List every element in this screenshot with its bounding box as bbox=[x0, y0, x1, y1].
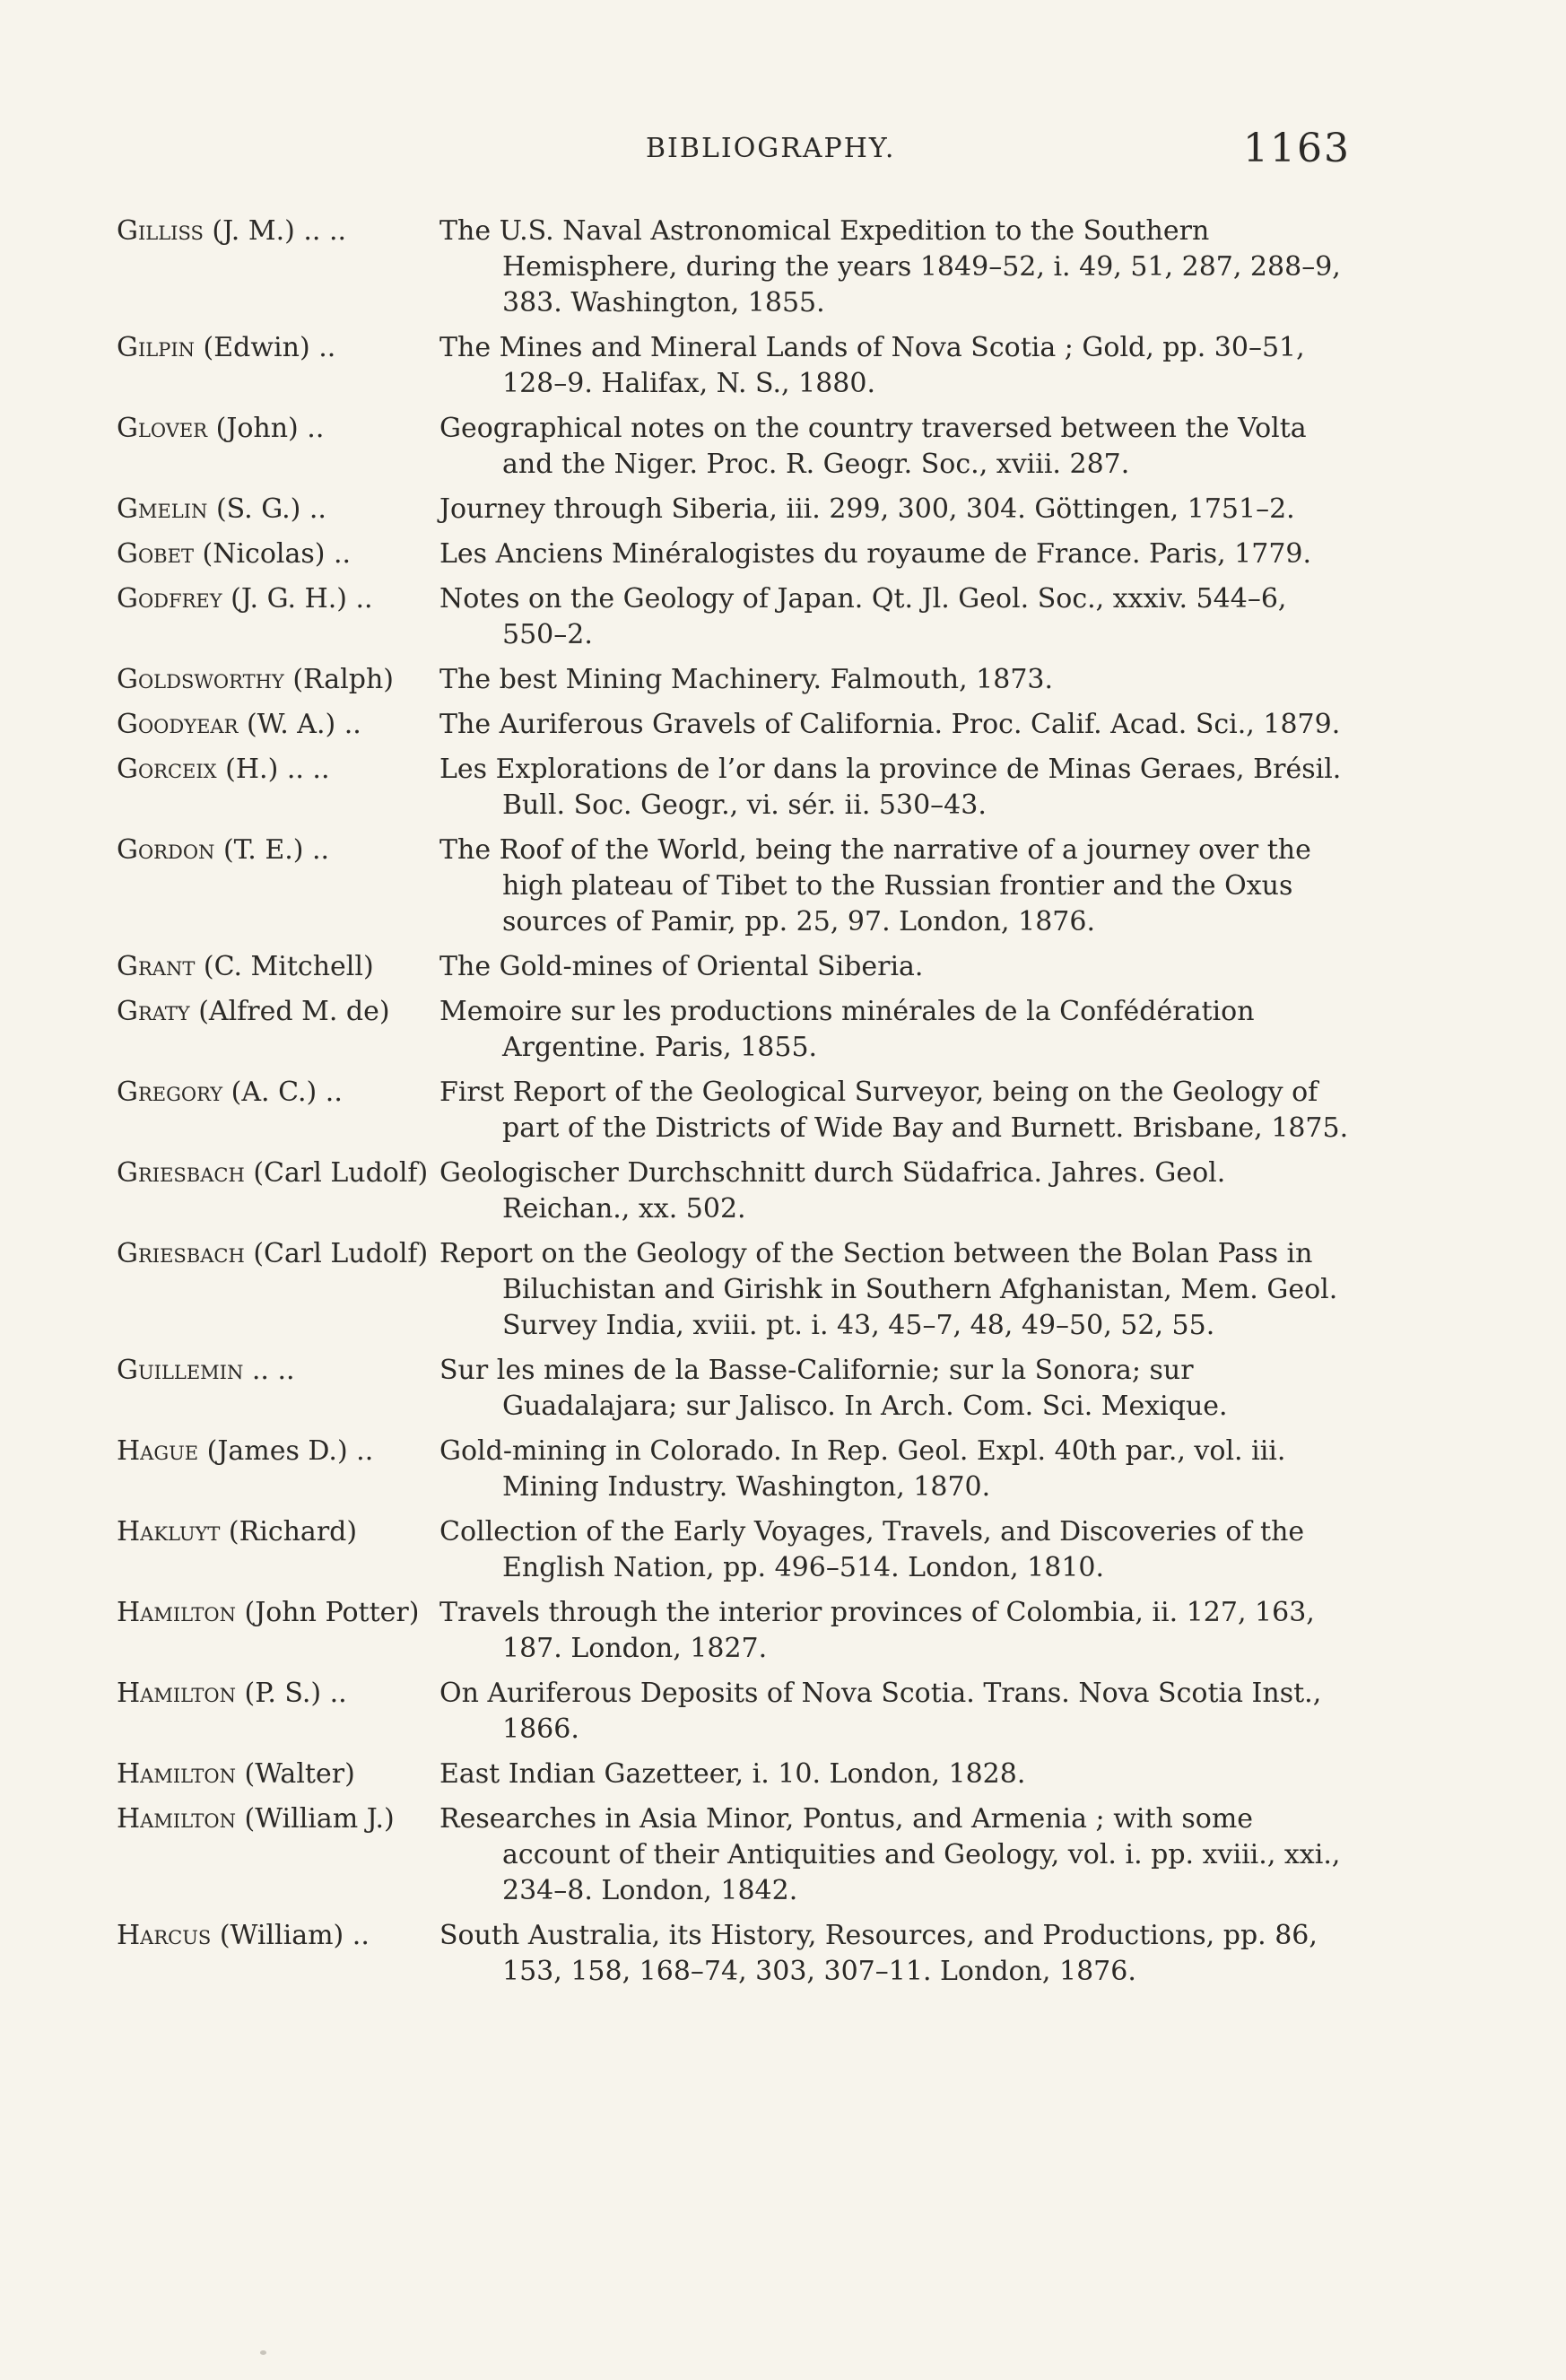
entry-work: Gold-mining in Colorado. In Rep. Geol. Expl. 40th par., vol. iii. Mining Industry. Washington, 1870. bbox=[439, 1435, 1286, 1503]
author-details: (H.) .. .. bbox=[216, 754, 330, 785]
entry-author bbox=[117, 411, 439, 483]
author-surname: Gmelin bbox=[117, 493, 208, 525]
entry-work: Memoire sur les productions minérales de la Confédération Argentine. Paris, 1855. bbox=[439, 996, 1255, 1063]
bibliography-entry bbox=[117, 752, 1354, 824]
entry-work: The U.S. Naval Astronomical Expedition to the Southern Hemisphere, during the years 1849–52, i. 49, 51, 287, 288–9, 383. Washington, 1855. bbox=[439, 215, 1341, 318]
author-surname: Harcus bbox=[117, 1920, 212, 1951]
author-surname: Hakluyt bbox=[117, 1516, 221, 1547]
author-details: (Alfred M. de) bbox=[189, 996, 390, 1027]
author-surname: Gilliss bbox=[117, 215, 204, 247]
entry-work: The Gold-mines of Oriental Siberia. bbox=[439, 951, 924, 982]
bibliography-entry bbox=[117, 1595, 1354, 1667]
entry-work: Les Explorations de l’or dans la province de Minas Geraes, Brésil. Bull. Soc. Geogr., vi. sér. ii. 530–43. bbox=[439, 754, 1342, 821]
author-details: (P. S.) .. bbox=[235, 1678, 347, 1709]
entry-work: Geographical notes on the country traversed between the Volta and the Niger. Proc. R. Geogr. Soc., xviii. 287. bbox=[439, 413, 1307, 480]
bibliography-entry bbox=[117, 1155, 1354, 1227]
entry-author bbox=[117, 1075, 439, 1146]
entry-author bbox=[117, 1155, 439, 1227]
entry-author bbox=[117, 1676, 439, 1748]
author-details: (A. C.) .. bbox=[222, 1077, 343, 1108]
entry-work: The Auriferous Gravels of California. Proc. Calif. Acad. Sci., 1879. bbox=[439, 709, 1341, 740]
entry-author bbox=[117, 752, 439, 824]
entry-work: The Mines and Mineral Lands of Nova Scotia ; Gold, pp. 30–51, 128–9. Halifax, N. S., 1880. bbox=[439, 332, 1305, 399]
bibliography-entry bbox=[117, 1801, 1354, 1909]
entry-work: Sur les mines de la Basse-Californie; sur la Sonora; sur Guadalajara; sur Jalisco. In Arch. Com. Sci. Mexique. bbox=[439, 1355, 1228, 1422]
bibliography-entry bbox=[117, 1918, 1354, 1990]
entry-work: Journey through Siberia, iii. 299, 300, 304. Göttingen, 1751–2. bbox=[439, 493, 1295, 525]
entry-work: The best Mining Machinery. Falmouth, 1873. bbox=[439, 664, 1054, 695]
bibliography-entry bbox=[117, 662, 1354, 698]
author-surname: Hamilton bbox=[117, 1597, 236, 1628]
author-details: (S. G.) .. bbox=[207, 493, 326, 525]
entry-author bbox=[117, 1434, 439, 1505]
author-surname: Gobet bbox=[117, 538, 194, 570]
author-details: (Richard) bbox=[220, 1516, 358, 1547]
author-details: (Edwin) .. bbox=[195, 332, 336, 363]
entry-author bbox=[117, 949, 439, 985]
bibliography-entry bbox=[117, 1757, 1354, 1792]
author-surname: Hamilton bbox=[117, 1758, 236, 1790]
author-surname: Gordon bbox=[117, 834, 215, 866]
author-details: (J. G. H.) .. bbox=[222, 583, 373, 615]
entry-work: Notes on the Geology of Japan. Qt. Jl. Geol. Soc., xxxiv. 544–6, 550–2. bbox=[439, 583, 1287, 650]
author-surname: Gorceix bbox=[117, 754, 217, 785]
running-head: BIBLIOGRAPHY. bbox=[646, 133, 896, 164]
bibliography-entry bbox=[117, 330, 1354, 402]
author-surname: Graty bbox=[117, 996, 190, 1027]
entry-author bbox=[117, 1757, 439, 1792]
bibliography-entry bbox=[117, 1434, 1354, 1505]
bibliography-entry bbox=[117, 214, 1354, 321]
author-surname: Goldsworthy bbox=[117, 664, 284, 695]
bibliography-entry bbox=[117, 1676, 1354, 1748]
bibliography-entry bbox=[117, 707, 1354, 743]
author-details: (W. A.) .. bbox=[238, 709, 361, 740]
entry-work: On Auriferous Deposits of Nova Scotia. Trans. Nova Scotia Inst., 1866. bbox=[439, 1678, 1322, 1745]
author-details: (Carl Ludolf) bbox=[244, 1238, 429, 1269]
author-surname: Goodyear bbox=[117, 709, 239, 740]
bibliography-entry bbox=[117, 994, 1354, 1066]
author-details: (William J.) bbox=[235, 1803, 395, 1835]
page-number: 1163 bbox=[1243, 126, 1351, 171]
author-details: (Nicolas) .. bbox=[193, 538, 352, 570]
entry-author bbox=[117, 1236, 439, 1344]
entry-author bbox=[117, 1595, 439, 1667]
bibliography-entry bbox=[117, 949, 1354, 985]
author-details: (J. M.) .. .. bbox=[203, 215, 347, 247]
entry-work: Travels through the interior provinces of Colombia, ii. 127, 163, 187. London, 1827. bbox=[439, 1597, 1315, 1664]
author-surname: Guillemin bbox=[117, 1355, 244, 1386]
author-details: (John) .. bbox=[207, 413, 325, 444]
entry-author bbox=[117, 536, 439, 572]
author-surname: Hamilton bbox=[117, 1678, 236, 1709]
entry-author bbox=[117, 1514, 439, 1586]
entry-author bbox=[117, 707, 439, 743]
author-details: (Carl Ludolf) bbox=[244, 1157, 429, 1189]
bibliography-entry bbox=[117, 536, 1354, 572]
bibliography-entry bbox=[117, 1075, 1354, 1146]
entry-author bbox=[117, 330, 439, 402]
bibliography-entry bbox=[117, 492, 1354, 527]
ink-speck bbox=[260, 2350, 266, 2355]
entry-work: Geologischer Durchschnitt durch Südafrica. Jahres. Geol. Reichan., xx. 502. bbox=[439, 1157, 1226, 1225]
author-surname: Grant bbox=[117, 951, 196, 982]
author-details: (John Potter) bbox=[235, 1597, 420, 1628]
author-details: (Ralph) bbox=[283, 664, 395, 695]
bibliography-entry bbox=[117, 581, 1354, 653]
bibliography-entry bbox=[117, 411, 1354, 483]
entry-author bbox=[117, 1353, 439, 1425]
bibliography-entry bbox=[117, 1236, 1354, 1344]
bibliography-entry bbox=[117, 1353, 1354, 1425]
author-details: (C. Mitchell) bbox=[195, 951, 374, 982]
author-details: (James D.) .. bbox=[198, 1435, 374, 1467]
author-surname: Glover bbox=[117, 413, 208, 444]
entry-author bbox=[117, 833, 439, 940]
entry-author bbox=[117, 994, 439, 1066]
author-surname: Griesbach bbox=[117, 1157, 245, 1189]
author-surname: Griesbach bbox=[117, 1238, 245, 1269]
author-surname: Gilpin bbox=[117, 332, 196, 363]
entry-author bbox=[117, 1801, 439, 1909]
author-details: (William) .. bbox=[211, 1920, 370, 1951]
entry-work: First Report of the Geological Surveyor, being on the Geology of part of the Districts of Wide Bay and Burnett. Brisbane, 1875. bbox=[439, 1077, 1349, 1144]
author-surname: Godfrey bbox=[117, 583, 222, 615]
author-details: (Walter) bbox=[235, 1758, 355, 1790]
entry-work: South Australia, its History, Resources, and Productions, pp. 86, 153, 158, 168–74, 303, 307–11. London, 1876. bbox=[439, 1920, 1318, 1987]
bibliography-entry bbox=[117, 1514, 1354, 1586]
entry-work: Researches in Asia Minor, Pontus, and Armenia ; with some account of their Antiquities and Geology, vol. i. pp. xviii., xxi., 234–8. London, 1842. bbox=[439, 1803, 1341, 1906]
bibliography-entry bbox=[117, 833, 1354, 940]
entry-author bbox=[117, 662, 439, 698]
entry-author bbox=[117, 214, 439, 321]
author-surname: Gregory bbox=[117, 1077, 223, 1108]
author-details: .. .. bbox=[243, 1355, 295, 1386]
entry-author bbox=[117, 492, 439, 527]
author-surname: Hamilton bbox=[117, 1803, 236, 1835]
author-details: (T. E.) .. bbox=[214, 834, 330, 866]
bibliography-list bbox=[117, 214, 1354, 1999]
entry-author bbox=[117, 581, 439, 653]
author-surname: Hague bbox=[117, 1435, 199, 1467]
entry-work: Report on the Geology of the Section between the Bolan Pass in Biluchistan and Girishk in Southern Afghanistan, Mem. Geol. Survey India, xviii. pt. i. 43, 45–7, 48, 49–50, 52, 55. bbox=[439, 1238, 1338, 1341]
entry-work: Collection of the Early Voyages, Travels, and Discoveries of the English Nation, pp. 496–514. London, 1810. bbox=[439, 1516, 1305, 1583]
entry-author bbox=[117, 1918, 439, 1990]
entry-work: Les Anciens Minéralogistes du royaume de France. Paris, 1779. bbox=[439, 538, 1312, 570]
entry-work: East Indian Gazetteer, i. 10. London, 1828. bbox=[439, 1758, 1026, 1790]
entry-work: The Roof of the World, being the narrative of a journey over the high plateau of Tibet to the Russian frontier and the Oxus sources of Pamir, pp. 25, 97. London, 1876. bbox=[439, 834, 1311, 937]
